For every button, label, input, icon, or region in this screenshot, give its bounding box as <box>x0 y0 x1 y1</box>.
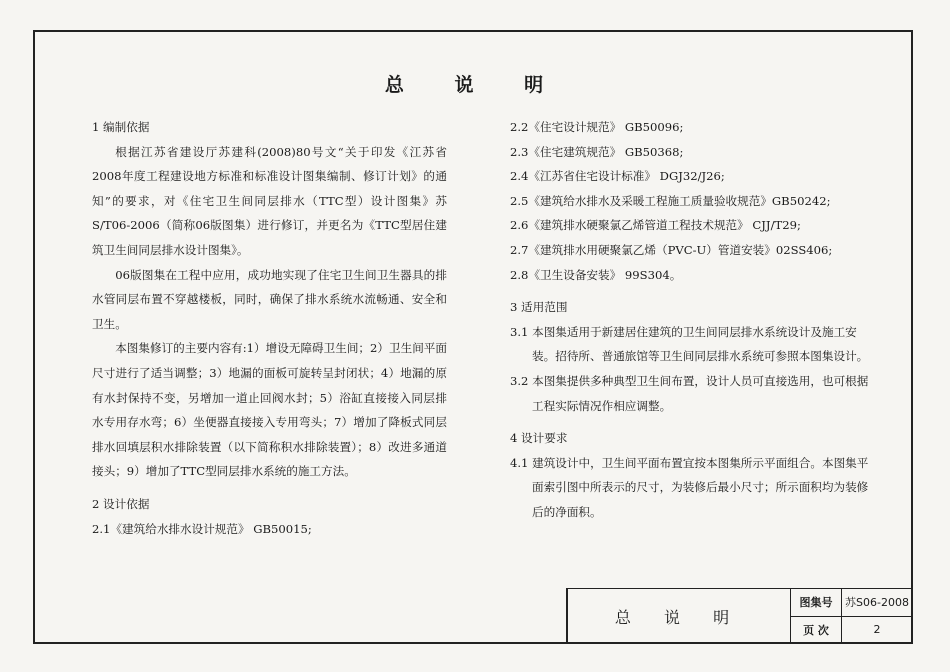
page-title: 总 说 明 <box>384 74 566 96</box>
page-number-value: 2 <box>842 616 913 644</box>
reference-2-8: 2.8《卫生设备安装》 99S304。 <box>510 267 682 282</box>
section-4-heading: 4 设计要求 <box>510 431 568 446</box>
reference-2-6: 2.6《建筑排水硬聚氯乙烯管道工程技术规范》 CJJ/T29; <box>510 218 801 233</box>
item-3-1: 3.1 本图集适用于新建居住建筑的卫生间同层排水系统设计及施工安装。招待所、普通旅馆等卫生间同层排水系统可参照本图集设计。 <box>510 324 869 364</box>
reference-2-4: 2.4《江苏省住宅设计标准》 DGJ32/J26; <box>510 169 725 184</box>
title-block-name: 总 说 明 <box>567 589 791 644</box>
page-number-label: 页 次 <box>791 616 842 644</box>
reference-2-1: 2.1《建筑给水排水设计规范》 GB50015; <box>92 521 312 536</box>
reference-2-3: 2.3《住宅建筑规范》 GB50368; <box>510 144 684 159</box>
section-1-paragraph-1: 根据江苏省建设厅苏建科(2008)80号文“关于印发《江苏省2008年度工程建设地方标准和标准设计图集编制、修订计划》的通知”的要求，对《住宅卫生间同层排水（TTC型）设计图集》苏S/T06-2006（简称06版图集）进行修订，并更名为《TTC型居住建筑卫生间同层排水设计图集》。 <box>92 144 447 257</box>
reference-2-2: 2.2《住宅设计规范》 GB50096; <box>510 120 684 134</box>
atlas-number-label: 图集号 <box>791 589 842 617</box>
item-4-1: 4.1 建筑设计中，卫生间平面布置宜按本图集所示平面组合。本图集平面索引图中所表示的尺寸，为装修后最小尺寸；所示面积均为装修后的净面积。 <box>510 455 869 519</box>
section-1-heading: 1 编制依据 <box>92 120 150 134</box>
reference-2-5: 2.5《建筑给水排水及采暖工程施工质量验收规范》GB50242; <box>510 193 831 208</box>
atlas-number-value: 苏S06-2008 <box>842 589 913 617</box>
reference-2-7: 2.7《建筑排水用硬聚氯乙烯（PVC-U）管道安装》02SS406; <box>510 242 833 257</box>
section-3-heading: 3 适用范围 <box>510 300 568 315</box>
right-column <box>510 115 870 525</box>
section-2-heading: 2 设计依据 <box>92 496 150 511</box>
section-1-paragraph-3: 本图集修订的主要内容有:1）增设无障碍卫生间；2）卫生间平面尺寸进行了适当调整；3）地漏的面板可旋转呈封闭状；4）地漏的原有水封保持不变，另增加一道止回阀水封；5）浴缸直接接入同层排水专用存水弯；6）坐便器直接接入专用弯头；7）增加了降板式同层排水回填层积水排除装置（以下简称积水排除装置）；8）改进多通道接头；9）增加了TTC型同层排水系统的施工方法。 <box>92 341 447 479</box>
title-block <box>566 588 913 644</box>
item-3-2: 3.2 本图集提供多种典型卫生间布置，设计人员可直接选用，也可根据工程实际情况作相应调整。 <box>510 373 869 413</box>
left-column <box>92 115 447 541</box>
section-1-paragraph-2: 06版图集在工程中应用，成功地实现了住宅卫生间卫生器具的排水管同层布置不穿越楼板，同时，确保了排水系统水流畅通、安全和卫生。 <box>92 267 447 331</box>
